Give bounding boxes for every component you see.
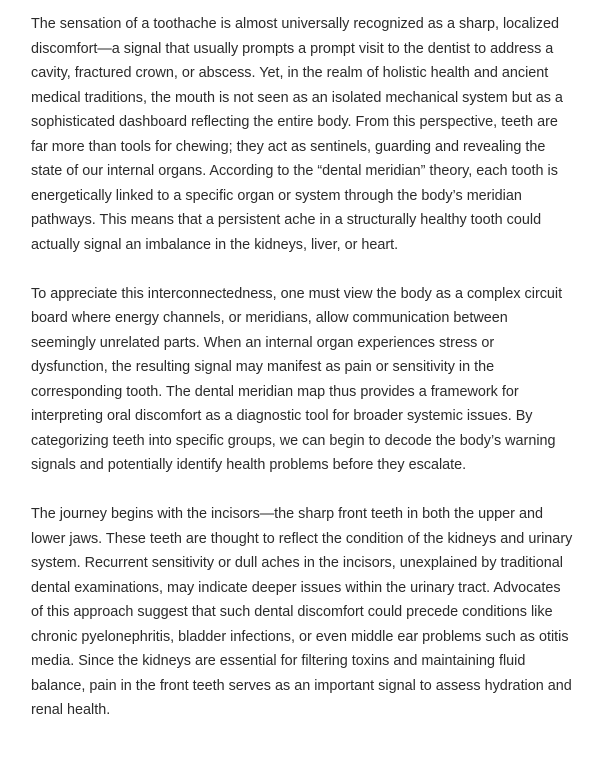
article-paragraph-1: The sensation of a toothache is almost universally recognized as a sharp, localized discomfort—a signal that usually prompts a prompt visit to the dentist to address a cavity, fractured crown, or abscess. Yet, in the realm of holistic health and ancient medical traditions, the mouth is not seen as an isolated mechanical system but as a sophisticated dashboard reflecting the entire body. From this perspective, teeth are far more than tools for chewing; they act as sentinels, guarding and revealing the state of our internal organs. According to the “dental meridian” theory, each tooth is energetically linked to a specific organ or system through the body’s meridian pathways. This means that a persistent ache in a structurally healthy tooth could actually signal an imbalance in the kidneys, liver, or heart. [31, 16, 563, 253]
article-paragraph-3: The journey begins with the incisors—the sharp front teeth in both the upper and lower jaws. These teeth are thought to reflect the condition of the kidneys and urinary system. Recurrent sensitivity or dull aches in the incisors, unexplained by traditional dental examinations, may indicate deeper issues within the urinary tract. Advocates of this approach suggest that such dental discomfort could precede conditions like chronic pyelonephritis, bladder infections, or even middle ear problems such as otitis media. Since the kidneys are essential for filtering toxins and maintaining fluid balance, pain in the front teeth serves as an important signal to assess hydration and renal health. [31, 506, 573, 718]
article-paragraph-2: To appreciate this interconnectedness, one must view the body as a complex circuit board where energy channels, or meridians, allow communication between seemingly unrelated parts. When an internal organ experiences stress or dysfunction, the resulting signal may manifest as pain or sensitivity in the corresponding tooth. The dental meridian map thus provides a framework for interpreting oral discomfort as a diagnostic tool for broader systemic issues. By categorizing teeth into specific groups, we can begin to decode the body’s warning signals and potentially identify health problems before they escalate. [31, 285, 563, 473]
